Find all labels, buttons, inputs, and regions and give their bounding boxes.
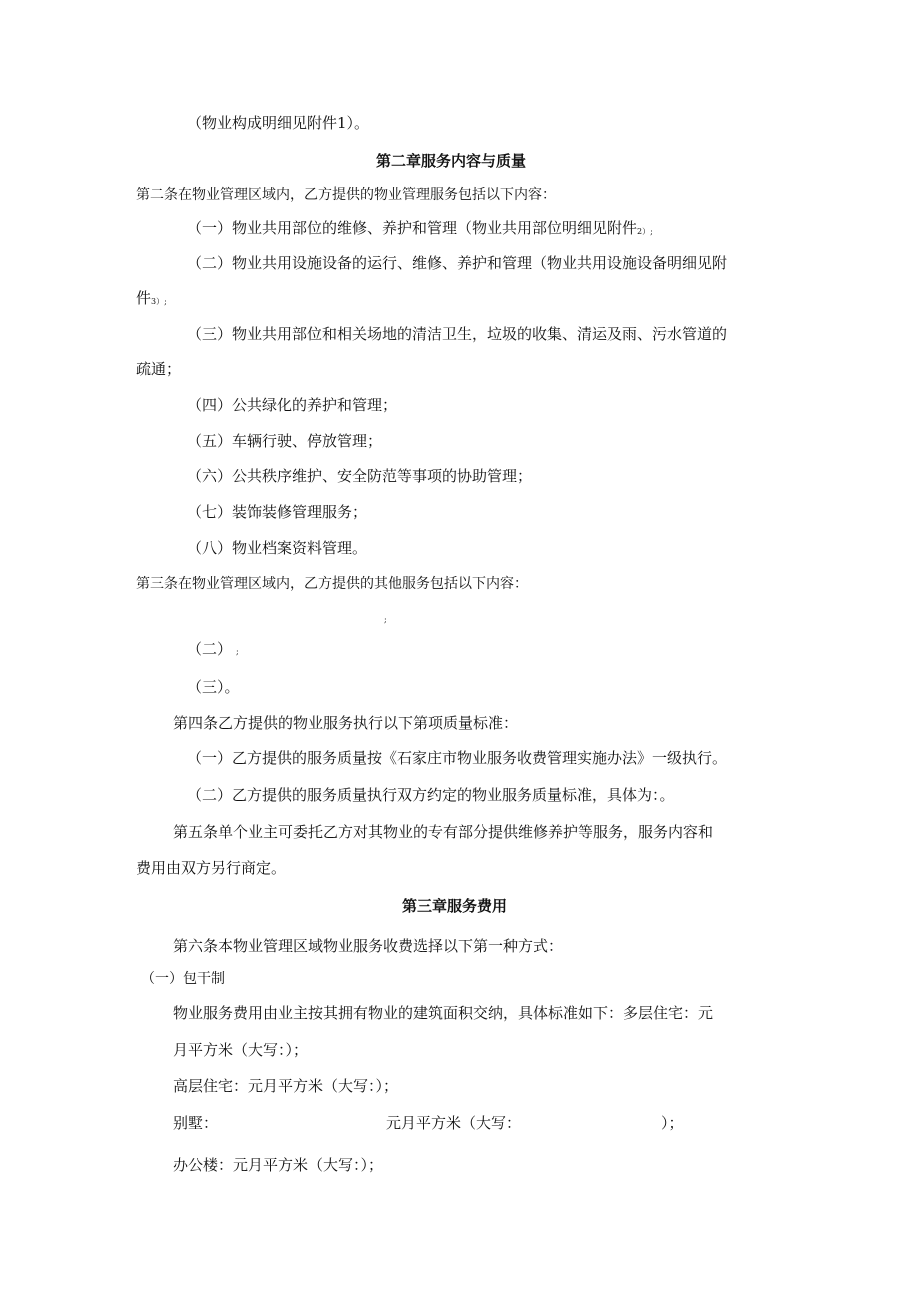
- article3-item2-mark: ;: [236, 647, 239, 656]
- article2-intro: 第二条在物业管理区域内，乙方提供的物业管理服务包括以下内容：: [136, 187, 556, 203]
- article2-item6: （六）公共秩序维护、安全防范等事项的协助管理；: [187, 467, 533, 485]
- article2-item2-text: 件: [136, 289, 152, 307]
- chapter3-title: 第三章服务费用: [402, 897, 508, 915]
- article5-line2: 费用由双方另行商定。: [136, 859, 287, 877]
- article3-intro: 第三条在物业管理区域内，乙方提供的其他服务包括以下内容：: [136, 576, 528, 592]
- article2-item7: （七）装饰装修管理服务；: [187, 503, 368, 521]
- article2-item4: （四）公共绿化的养护和管理；: [187, 396, 398, 414]
- article2-item1: [187, 218, 653, 242]
- fee-villa-end: ）；: [661, 1114, 684, 1132]
- fee-line2: 月平方米（大写：）；: [173, 1041, 309, 1059]
- article2-item1-text: （一）物业共用部位的维修、养护和管理（物业共用部位明细见附件: [187, 219, 638, 237]
- article5-line1: 第五条单个业主可委托乙方对其物业的专有部分提供维修养护等服务，服务内容和: [173, 823, 714, 841]
- article2-item2-line2: [136, 288, 167, 312]
- article2-item2-suffix: 3）;: [151, 297, 167, 306]
- fee-line1: 物业服务费用由业主按其拥有物业的建筑面积交纳，具体标准如下：多层住宅：元: [173, 1004, 714, 1022]
- chapter2-title: 第二章服务内容与质量: [376, 152, 527, 170]
- article2-item3-line2: 疏通；: [136, 360, 182, 378]
- article4-item1: （一）乙方提供的服务质量按《石家庄市物业服务收费管理实施办法》一级执行。: [187, 749, 728, 767]
- fee-villa-unit: 元月平方米（大写：: [386, 1114, 522, 1132]
- article2-item2-line1: （二）物业共用设施设备的运行、维修、养护和管理（物业共用设施设备明细见附: [187, 254, 728, 272]
- article2-item3-line1: （三）物业共用部位和相关场地的清洁卫生，垃圾的收集、清运及雨、污水管道的: [187, 325, 728, 343]
- fee-office: 办公楼：元月平方米（大写：）；: [173, 1156, 384, 1174]
- attachment-note: （物业构成明细见附件1）。: [187, 114, 370, 132]
- fee-villa-label: 别墅：: [173, 1114, 219, 1132]
- option-lump-sum: （一）包干制: [141, 971, 225, 987]
- article3-item3: （三）。: [187, 678, 240, 696]
- article3-blank-mark: ;: [384, 615, 387, 624]
- article4-intro: 第四条乙方提供的物业服务执行以下第项质量标准：: [173, 714, 519, 732]
- article2-item5: （五）车辆行驶、停放管理；: [187, 432, 383, 450]
- article4-item2: （二）乙方提供的服务质量执行双方约定的物业服务质量标准，具体为：。: [187, 786, 675, 804]
- article2-item1-suffix: 2）;: [637, 227, 653, 236]
- article3-item2: [187, 639, 239, 662]
- article2-item8: （八）物业档案资料管理。: [187, 539, 368, 557]
- article6-intro: 第六条本物业管理区域物业服务收费选择以下第一种方式：: [173, 937, 564, 955]
- fee-high-rise: 高层住宅：元月平方米（大写：）；: [173, 1077, 399, 1095]
- article3-item2-label: （二）: [187, 640, 233, 658]
